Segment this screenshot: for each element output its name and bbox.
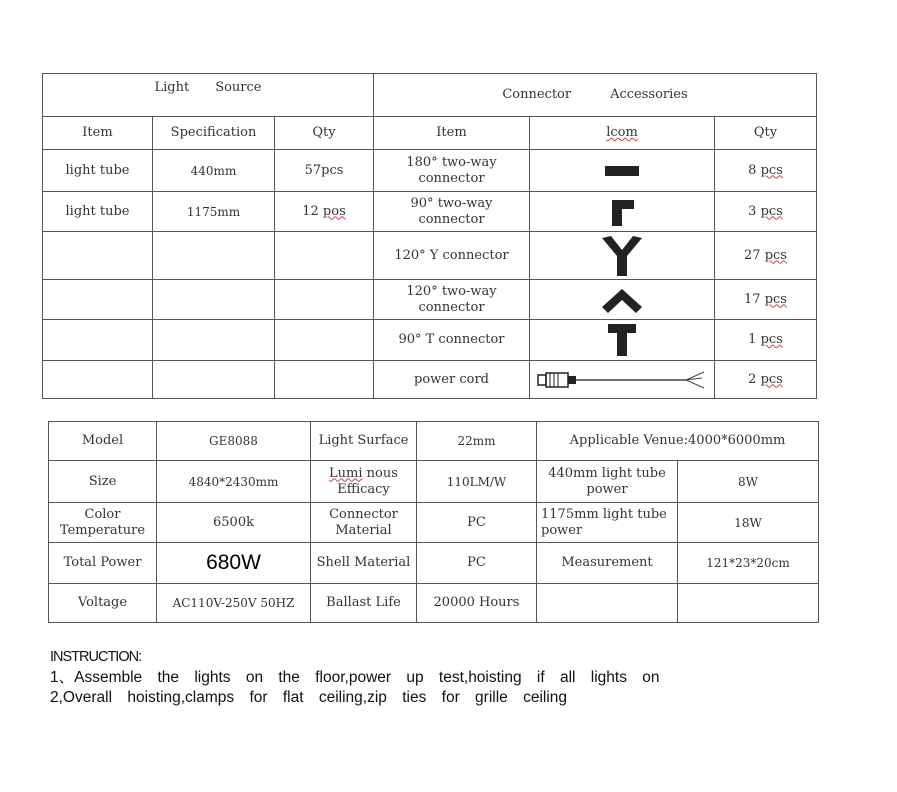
table-row [49,422,819,461]
shell-material-label: Shell Material [311,543,417,584]
t-connector-icon [530,320,715,361]
p440-value: 8W [678,461,819,503]
qty-unit: pcs [760,332,783,347]
elbow-connector-icon [530,192,715,232]
qty-number: 1 [748,332,757,347]
connector-material-label: Connector Material [311,503,417,543]
light-surface-value: 22mm [417,422,537,461]
connector-item: 120° two-way connector [374,280,530,320]
qty-unit: pcs [760,162,783,178]
col-icon [530,117,715,150]
ballast-label: Ballast Life [311,584,417,623]
connector-item: 120° Y connector [374,232,530,280]
connector-item: power cord [374,361,530,399]
efficacy-label-a: Lumi [329,465,363,481]
model-label: Model [49,422,157,461]
table-row [43,150,817,192]
connector-qty [715,280,817,320]
efficacy-label [311,461,417,503]
connector-qty [715,192,817,232]
light-item: light tube [43,150,153,192]
col-connector-item: Item [374,117,530,150]
components-table [42,73,817,399]
connector-qty [715,361,817,399]
table-row [43,192,817,232]
size-label: Size [49,461,157,503]
qty-number: 2 [748,371,757,387]
table-row [43,232,817,280]
p1175-label: 1175mm light tube power [537,503,678,543]
connector-item: 180° two-way connector [374,150,530,192]
col-icon-label: lcom [606,125,638,140]
qty-unit: pos [322,203,346,219]
connector-qty [715,232,817,280]
total-power-label: Total Power [49,543,157,584]
qty-number: 8 [748,162,757,178]
instruction-line-2: 2,Overall hoisting,clamps for flat ceiling,zip ties for grille ceiling [50,689,568,706]
applicable-venue: Applicable Venue:4000*6000mm [537,422,819,461]
table-row [49,584,819,623]
straight-connector-icon [530,150,715,192]
efficacy-label-b: nous [362,465,398,481]
col-qty: Qty [275,117,374,150]
efficacy-label-c: Efficacy [337,481,390,497]
light-spec: 1175mm [153,192,275,232]
table-row [43,320,817,361]
qty-unit: pcs [760,371,783,387]
light-item: light tube [43,192,153,232]
connector-qty [715,150,817,192]
color-temp-label: Color Temperature [49,503,157,543]
qty-unit: pcs [764,247,787,263]
connector-accessories-header: Connector Accessories [374,74,817,117]
qty-number: 17 [744,291,761,307]
voltage-label: Voltage [49,584,157,623]
light-qty: 57pcs [275,150,374,192]
light-surface-label: Light Surface [311,422,417,461]
table-row [49,503,819,543]
measurement-value: 121*23*20cm [678,543,819,584]
table-row [49,461,819,503]
angle-connector-icon [530,280,715,320]
col-connector-qty: Qty [715,117,817,150]
table-row [43,280,817,320]
light-spec: 440mm [153,150,275,192]
measurement-label: Measurement [537,543,678,584]
qty-unit: pcs [764,291,787,307]
voltage-value: AC110V-250V 50HZ [157,584,311,623]
table-row [49,543,819,584]
instructions-heading: INSTRUCTION: [50,649,142,665]
model-value: GE8088 [157,422,311,461]
table-row [43,361,817,399]
qty-number: 27 [744,247,761,263]
size-value: 4840*2430mm [157,461,311,503]
col-specification: Specification [153,117,275,150]
connector-qty [715,320,817,361]
power-cord-icon [530,361,715,399]
efficacy-value: 110LM/W [417,461,537,503]
light-source-header: Light Source [43,74,374,117]
p440-label: 440mm light tube power [537,461,678,503]
instructions [50,647,660,709]
total-power-value: 680W [157,543,311,584]
qty-number: 12 [302,203,319,219]
connector-item: 90° two-way connector [374,192,530,232]
color-temp-value: 6500k [157,503,311,543]
col-item: Item [43,117,153,150]
connector-item: 90° T connector [374,320,530,361]
light-qty [275,192,374,232]
connector-material-value: PC [417,503,537,543]
specifications-table [48,421,819,623]
instruction-line-1: 1、Assemble the lights on the floor,power up test,hoisting if all lights on [50,668,660,686]
p1175-value: 18W [678,503,819,543]
qty-unit: pcs [760,203,783,219]
ballast-value: 20000 Hours [417,584,537,623]
y-connector-icon [530,232,715,280]
qty-number: 3 [748,203,757,219]
shell-material-value: PC [417,543,537,584]
